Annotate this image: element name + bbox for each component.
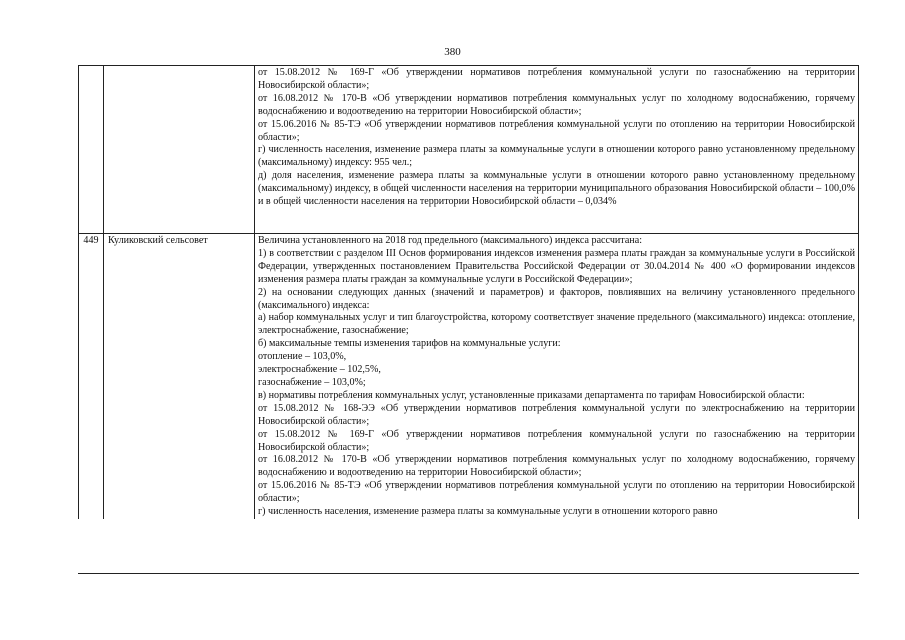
text-paragraph: а) набор коммунальных услуг и тип благоустройства, которому соответствует значение предельного (максимального) индекса: отопление, электроснабжение, газоснабжение; <box>258 312 855 337</box>
municipality-name-cell <box>104 66 255 234</box>
municipality-name-cell: Куликовский сельсовет <box>104 234 255 519</box>
text-paragraph: от 15.06.2016 № 85-ТЭ «Об утверждении нормативов потребления коммунальной услуги по отоплению на территории Новосибирской области»; <box>258 118 855 143</box>
text-paragraph: в) нормативы потребления коммунальных услуг, установленные приказами департамента по тарифам Новосибирской области: <box>258 389 805 401</box>
text-paragraph: 1) в соответствии с разделом III Основ формирования индексов изменения размера платы граждан за коммунальные услуги в Российской Федерации, утвержденных постановлением Правительства Российской Федерации от 30.04.2014 № 400 «О формировании индексов изменения размера платы граждан за коммунальные услуги в Российской Федерации»; <box>258 247 855 285</box>
text-paragraph: г) численность населения, изменение размера платы за коммунальные услуги в отношении которого равно <box>258 506 718 518</box>
index-description-cell <box>255 234 859 519</box>
text-paragraph: от 15.06.2016 № 85-ТЭ «Об утверждении нормативов потребления коммунальной услуги по отоплению на территории Новосибирской области»; <box>258 480 855 505</box>
text-paragraph: от 16.08.2012 № 170-В «Об утверждении нормативов потребления коммунальных услуг по холодному водоснабжению, горячему водоснабжению и водоотведению на территории Новосибирской области»; <box>258 454 855 479</box>
row-number-cell: 449 <box>79 234 104 519</box>
table-row <box>79 234 859 519</box>
row-number-cell <box>79 66 104 234</box>
text-paragraph: от 15.08.2012 № 168-ЭЭ «Об утверждении нормативов потребления коммунальной услуги по электроснабжению на территории Новосибирской области»; <box>258 402 855 427</box>
page-number: 380 <box>444 46 461 58</box>
text-paragraph: электроснабжение – 102,5%, <box>258 364 381 376</box>
text-paragraph: от 15.08.2012 № 169-Г «Об утверждении нормативов потребления коммунальной услуги по газоснабжению на территории Новосибирской области»; <box>258 428 855 453</box>
text-paragraph: отопление – 103,0%, <box>258 351 347 363</box>
text-paragraph: от 16.08.2012 № 170-В «Об утверждении нормативов потребления коммунальных услуг по холодному водоснабжению, горячему водоснабжению и водоотведению на территории Новосибирской области»; <box>258 92 855 117</box>
text-paragraph: д) доля населения, изменение размера платы за коммунальные услуги в отношении которого равно установленному предельному (максимальному) индексу, в общей численности населения на территории муниципального образования Новосибирской области – 100,0% и в общей численности населения на территории Новосибирской области – 0,034% <box>258 170 855 208</box>
text-paragraph: от 15.08.2012 № 169-Г «Об утверждении нормативов потребления коммунальной услуги по газоснабжению на территории Новосибирской области»; <box>258 67 855 91</box>
text-paragraph: 2) на основании следующих данных (значений и параметров) и факторов, повлиявших на величину установленного предельного (максимального) индекса: <box>258 286 855 311</box>
text-paragraph: газоснабжение – 103,0%; <box>258 376 366 388</box>
text-paragraph: Величина установленного на 2018 год предельного (максимального) индекса рассчитана: <box>258 235 642 246</box>
table-row <box>79 66 859 234</box>
text-paragraph: б) максимальные темпы изменения тарифов на коммунальные услуги: <box>258 338 561 350</box>
index-description-cell <box>255 66 859 234</box>
text-paragraph: г) численность населения, изменение размера платы за коммунальные услуги в отношении которого равно установленному предельному (максимальному) индексу: 955 чел.; <box>258 144 855 169</box>
document-table <box>78 65 859 519</box>
table-bottom-border <box>78 573 859 574</box>
